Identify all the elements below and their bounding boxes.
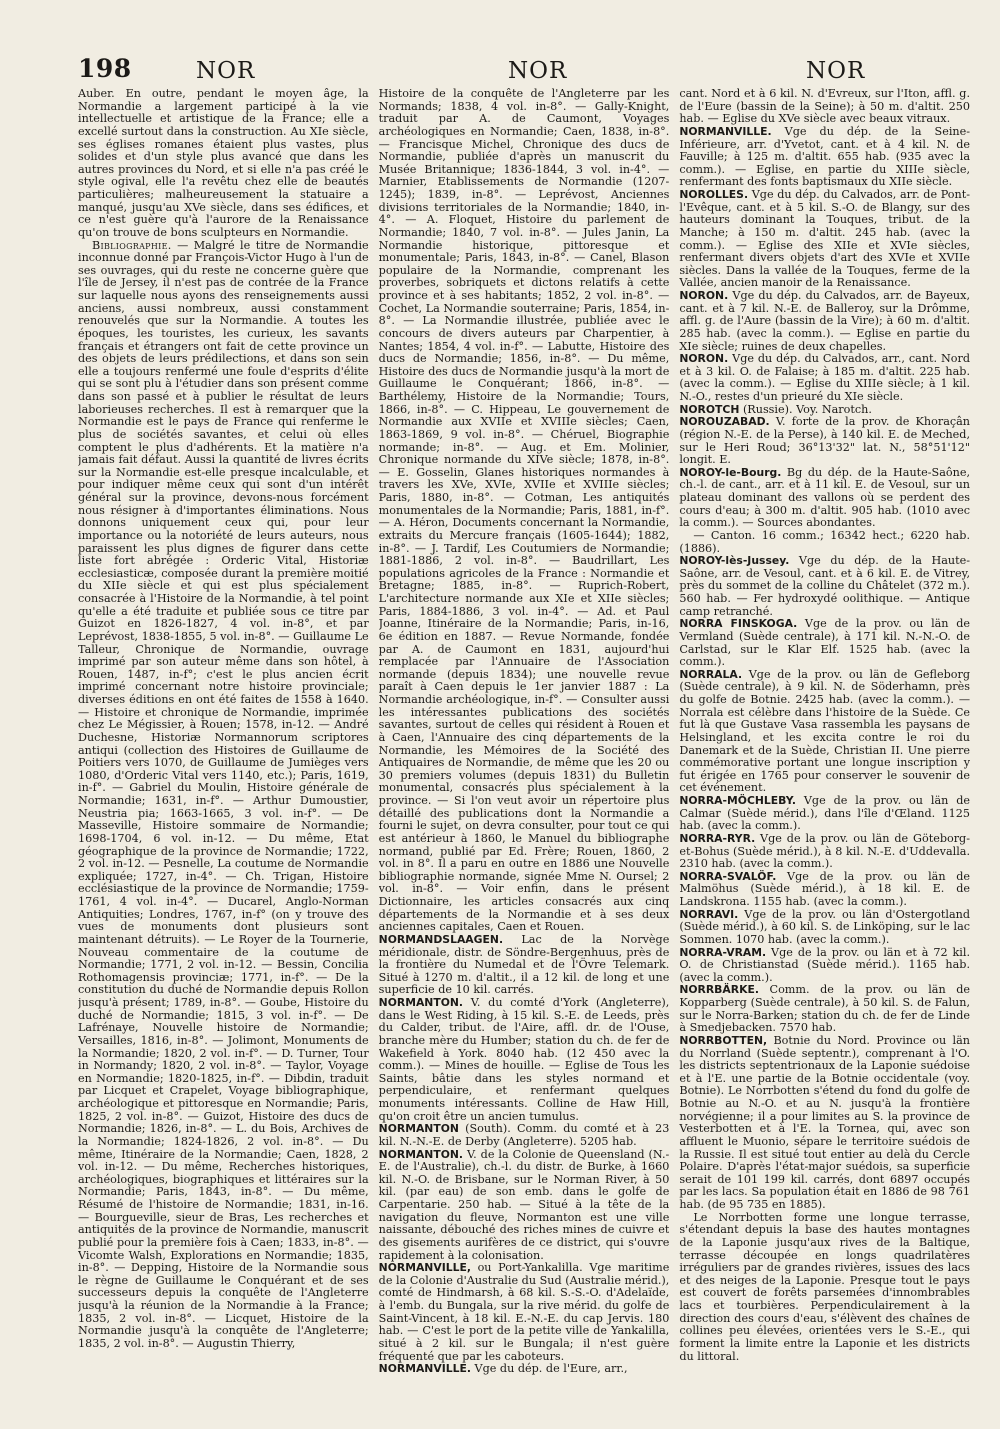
bibliographie-label: Bibliographie. (92, 238, 172, 252)
entry-text: Vge de la prov. ou län de Malmöhus (Suède mérid.), à 18 kil. E. de Landskrona. 1155 hab. (avec la comm.). (679, 869, 971, 908)
entry-text: V. du comté d'York (Angleterre), dans le West Riding, à 15 kil. S.-E. de Leeds, près du Calder, tribut. de l'Aire, affl. dr. de l'Ouse, branche mère du Humber; station du ch. de fer de Wakefield à York. 8040 hab. (12 450 avec la comm.). — Mines de houille. — Eglise de Tous les Saints, bâtie dans les styles normand et perpendiculaire, et renfermant quelques monuments intéressants. Colline de Haw Hill, qu'on croit être un ancien tumulus. (378, 996, 670, 1123)
entry-text: Vge de la prov. ou län d'Ostergotland (Suède mérid.), à 60 kil. S. de Linköping, sur le lac Sommen. 1070 hab. (avec la comm.). (679, 907, 971, 946)
entry-text: Vge de la prov. ou län de Vermland (Suède centrale), à 171 kil. N.-N.-O. de Carlstad, sur le Klar Elf. 1525 hab. (avec la comm.). (679, 617, 971, 669)
headword: NORRA FINSKOGA. (679, 617, 798, 631)
entry-text: V. forte de la prov. de Khoraçân (région N.-E. de la Perse), à 140 kil. E. de Meched, sur le Heri Roud; 36°13'32" lat. N., 58°51'12" longit. E. (679, 415, 971, 467)
entry-noroy-le-bourg (679, 467, 970, 530)
entry-norra-ryr (679, 833, 970, 871)
entry-norra-finskoga (679, 618, 970, 669)
headword: NOROLLES. (679, 188, 749, 201)
entry-norravi (679, 909, 970, 947)
headword: NORRA-SVALÖF. (679, 869, 777, 883)
entry-text: Vge du dép. du Calvados, arr. de Bayeux, cant. et à 7 kil. N.-E. de Balleroy, sur la Drômme, affl. g. de l'Aure (bassin de la Vire); à 60 m. d'altit. 285 hab. (avec la comm.). — Eglise en partie du XIe siècle; ruines de deux chapelles. (679, 289, 971, 353)
running-head-left: NOR (196, 58, 256, 84)
paragraph-bibliographie (78, 240, 369, 1351)
headword: NORRBÄRKE. (679, 983, 759, 997)
entry-text: Vge de la prov. ou län de Göteborg-et-Bohus (Suède mérid.), à 8 kil. N.-E. d'Uddevalla. 2310 hab. (avec la comm.). (679, 831, 971, 871)
headword: NORON. (679, 289, 729, 302)
entry-text: V. de la Colonie de Queensland (N.-E. de l'Australie), ch.-l. du distr. de Burke, à 1660 kil. N.-O. de Brisbane, sur le Norman River, à 50 kil. (par eau) de son emb. dans le golfe de Carpentarie. 250 hab. — Situé à la tête de la navigation du fleuve, Normanton est une ville naissante, débouché des riches mines de cuivre et des gisements aurifères de ce district, qui s'ouvre rapidement à la colonisation. (378, 1147, 670, 1262)
entry-noroy-canton: — Canton. 16 comm.; 16342 hect.; 6220 hab. (1886). (679, 528, 971, 555)
entry-norrbotten (679, 1035, 970, 1212)
headword: NORON. (679, 352, 729, 366)
entry-text: Vge de la prov. ou län et à 72 kil. O. de Christianstad (Suède mérid.). 1165 hab. (avec la comm.). (679, 945, 971, 984)
entry-normanton-south (379, 1123, 670, 1148)
headword: NORRA-MÖCHLEBY. (679, 794, 796, 807)
entry-text: Bg du dép. de la Haute-Saône, ch.-l. de cant., arr. et à 11 kil. E. de Vesoul, sur un plateau dominant des vallons où se perdent des cours d'eau; à 300 m. d'altit. 905 hab. (1010 avec la comm.). — Sources abondantes. (679, 465, 971, 530)
running-head-center: NOR (508, 58, 568, 84)
entry-norolles (679, 189, 970, 290)
headword: NORRA-VRAM. (679, 945, 767, 959)
paragraph-bibliographie-cont: Histoire de la conquête de l'Angleterre par les Normands; 1838, 4 vol. in-8°. — Gally-Knight, traduit par A. de Caumont, Voyages archéologiques en Normandie; Caen, 1838, in-8°. — Francisque Michel, Chronique des ducs de Normandie, publiée d'après un manuscrit du Musée Britannique; 1836-1844, 3 vol. in-4°. — Marnier, Etablissements de Normandie (1207-1245); 1839, in-8°. — Leprévost, Anciennes divisions territoriales de la Normandie; 1840, in-4°. — A. Floquet, Histoire du parlement de Normandie; 1840, 7 vol. in-8°. — Jules Janin, La Normandie historique, pittoresque et monumentale; Paris, 1843, in-8°. — Canel, Blason populaire de la Normandie, comprenant les proverbes, sobriquets et dictons relatifs à cette province et à ses habitants; 1852, 2 vol. in-8°. — Cochet, La Normandie souterraine; Paris, 1854, in-8°. — La Normandie illustrée, publiée avec le concours de divers auteurs par Charpentier, à Nantes; 1854, 4 vol. in-f°. — Labutte, Histoire des ducs de Normandie; 1856, in-8°. — Du même, Histoire des ducs de Normandie jusqu'à la mort de Guillaume le Conquérant; 1866, in-8°. — Barthélemy, Histoire de la Normandie; Tours, 1866, in-8°. — C. Hippeau, Le gouvernement de Normandie aux XVIIe et XVIIIe siècles; Caen, 1863-1869, 9 vol. in-8°. — Chéruel, Biographie normande; in-8°. — Aug. et Em. Molinier, Chronique normande du XIVe siècle; 1878, in-8°. — E. Gosselin, Glanes historiques normandes à travers les XVe, XVIe, XVIIe et XVIIIe siècles; Paris, 1880, in-8°. — Cotman, Les antiquités monumentales de la Normandie; Paris, 1881, in-f°. — A. Héron, Documents concernant la Normandie, extraits du Mercure français (1605-1644); 1882, in-8°. — J. Tardif, Les Coutumiers de Normandie; 1881-1886, 2 vol. in-8°. — Baudrillart, Les populations agricoles de la France : Normandie et Bretagne; 1885, in-8°. — Ruprich-Robert, L'architecture normande aux XIe et XIIe siècles; Paris, 1884-1886, 3 vol. in-4°. — Ad. et Paul Joanne, Itinéraire de la Normandie; Paris, in-16, 6e édition en 1887. — Revue Normande, fondée par A. de Caumont en 1831, aujourd'hui remplacée par l'Annuaire de l'Association normande (depuis 1834); une nouvelle revue paraît à Caen depuis le 1er janvier 1887 : La Normandie archéologique, in-f°. — Consulter aussi les intéressantes publications des sociétés savantes, surtout de celles qui résident à Rouen et à Caen, l'Annuaire des cinq départements de la Normandie, les Mémoires de la Société des Antiquaires de Normandie, de même que les 20 ou 30 premiers volumes (depuis 1831) du Bulletin monumental, consacrés plus spécialement à la province. — Si l'on veut avoir un répertoire plus détaillé des publications dont la Normandie a fourni le sujet, on devra consulter, pour tout ce qui est antérieur à 1860, le Manuel du bibliographe normand, publié par Ed. Frère; Rouen, 1860, 2 vol. in 8°. Il a paru en outre en 1886 une Nouvelle bibliographie normande, signée Mme N. Oursel; 2 vol. in-8°. — Voir enfin, dans le présent Dictionnaire, les articles consacrés aux cinq départements de la Normandie et à ses deux anciennes capitales, Caen et Rouen. (378, 88, 670, 934)
entry-normanville-seine (679, 126, 970, 189)
entry-norrbarke (679, 984, 970, 1035)
headword: NORMANTON. (378, 996, 464, 1009)
entry-norra-vram (679, 947, 970, 985)
headword: NOROTCH (679, 402, 740, 416)
headword: NOROUZABAD. (679, 415, 770, 429)
entry-normanville-australia (379, 1262, 670, 1363)
entry-norra-mochleby (679, 795, 970, 833)
paragraph-norrbotten-terrain: Le Norrbotten forme une longue terrasse, s'étendant depuis la base des hautes montagnes de la Laponie jusqu'aux rives de la Baltique, terrasse découpée en longs quadrilatères irréguliers par de grandes rivières, issues des lacs et des neiges de la Laponie. Presque tout le pays est couvert de forêts parsemées d'innombrables lacs et tourbières. Perpendiculairement à la direction des cours d'eau, s'élèvent des chaînes de collines peu élevées, orientées vers le S.-E., qui forment la limite entre la Laponie et les districts du littoral. (679, 1210, 971, 1363)
entry-normanton-york (379, 997, 670, 1123)
entry-normandslaagen (379, 934, 670, 997)
text-columns (78, 88, 970, 1407)
entry-normanville-eure-cont: cant. Nord et à 6 kil. N. d'Evreux, sur l'Iton, affl. g. de l'Eure (bassin de la Seine); à 50 m. d'altit. 250 hab. — Eglise du XVe siècle avec beaux vitraux. (679, 88, 971, 126)
entry-normanton-queensland (379, 1149, 670, 1263)
entry-text: (Russie). Voy. Narotch. (739, 402, 872, 416)
entry-norrala (679, 669, 970, 795)
column-2 (379, 88, 670, 1407)
entry-text: Lac de la Norvège méridionale, distr. de Söndre-Bergenhuus, près de la frontière du Numedal et de l'Övre Telemark. Situé à 1270 m. d'altit., il a 12 kil. de long et une superficie de 10 kil. carrés. (378, 932, 670, 997)
headword: NORMANDSLAAGEN. (378, 932, 504, 946)
entry-norouzabad (679, 416, 970, 467)
entry-text: ou Port-Yankalilla. Vge maritime de la Colonie d'Australie du Sud (Australie mérid.), comté de Hindmarsh, à 68 kil. S.-S.-O. d'Adelaïde, à l'emb. du Bungala, sur la rive mérid. du golfe de Saint-Vincent, à 18 kil. E.-N.-E. du cap Jervis. 180 hab. — C'est le port de la petite ville de Yankalilla, situé à 2 kil. sur le Bungala; il n'est guère fréquenté que par les caboteurs. (378, 1261, 670, 1363)
entry-text: Vge du dép. de la Haute-Saône, arr. de Vesoul, cant. et à 6 kil. E. de Vitrey, près du sommet de la colline du Châtelet (372 m.). 560 hab. — Fer hydroxydé oolithique. — Antique camp retranché. (679, 554, 971, 618)
entry-noron-bayeux (679, 290, 970, 353)
entry-text: (South). Comm. du comté et à 23 kil. N.-N.-E. de Derby (Angleterre). 5205 hab. (378, 1122, 670, 1148)
entry-normanville-eure (379, 1363, 670, 1376)
headword: NORMANVILLE, (378, 1261, 471, 1275)
headword: NORRAVI. (679, 907, 739, 921)
entry-text: Vge du dép. de l'Eure, arr., (470, 1362, 628, 1376)
entry-noron-falaise (679, 353, 970, 404)
page-number: 198 (78, 54, 132, 83)
entry-text: Comm. de la prov. ou län de Kopparberg (Suède centrale), à 50 kil. S. de Falun, sur le Norra-Barken; station du ch. de fer de Linde à Smedjebacken. 7570 hab. (679, 983, 971, 1035)
column-3 (679, 88, 970, 1407)
headword: NOROY-lès-Jussey. (679, 554, 790, 568)
headword: NORMANVILLE. (679, 124, 772, 138)
entry-text: Vge du dép. du Calvados, arr. de Pont-l'Evêque, cant. et à 5 kil. S.-O. de Blangy, sur des hauteurs dominant la Touques, tribut. de la Manche; à 150 m. d'altit. 245 hab. (avec la comm.). — Eglise des XIIe et XVIe siècles, renfermant divers objets d'art des XVIe et XVIIe siècles. Dans la vallée de la Touques, ferme de la Vallée, ancien manoir de la Renaissance. (679, 188, 971, 290)
headword: NORRALA. (679, 667, 743, 681)
headword: NORRA-RYR. (679, 831, 756, 845)
column-1 (78, 88, 369, 1407)
paragraph-normandie-arts: Auber. En outre, pendant le moyen âge, la Normandie a largement participé à la vie intellectuelle et artistique de la France; elle a excellé surtout dans la construction. Au XIe siècle, ses églises romanes étaient plus vastes, plus solides et d'un style plus avancé que dans les autres provinces du Nord, et si elle n'a pas créé le style ogival, elle l'a revêtu chez elle de beautés particulières; malheureusement la statuaire a manqué, jusqu'au XVe siècle, dans ses édifices, et ce n'est guère qu'à l'aurore de la Renaissance qu'on trouve de bons sculpteurs en Normandie. (78, 88, 369, 239)
bibliographie-text: — Malgré le titre de Normandie inconnue donné par François-Victor Hugo à l'un de ses ouvrages, qui du reste ne concerne guère que l'île de Jersey, il n'est pas de contrée de la France sur laquelle nous ayons des renseignements aussi anciens, aussi nombreux, aussi constamment renouvelés que sur la Normandie. A toutes les époques, les touristes, les curieux, les savants français et étrangers ont fait de cette province un des objets de leurs prédilections, et dans son sein elle a toujours renfermé une foule d'esprits d'élite qui se sont plu à l'étudier dans son présent comme dans son passé et à publier le résultat de leurs laborieuses recherches. Il est à remarquer que la Normandie est le pays de France qui renferme le plus de sociétés savantes, et celui où elles comptent le plus d'adhérents. Et la matière n'a jamais fait défaut. Aussi la quantité de livres écrits sur la Normandie est-elle presque incalculable, et pour indiquer même ceux qui sont d'un intérêt général sur la province, devons-nous forcément nous résigner à d'importantes éliminations. Nous donnons uniquement ceux qui, pour leur importance ou la notoriété de leurs auteurs, nous paraissent les plus dignes de figurer dans cette liste fort abrégée : Orderic Vital, Historiæ ecclesiasticæ, composée durant la première moitié du XIIe siècle et qui est plus spécialement consacrée à l'Histoire de la Normandie, à tel point qu'elle a été traduite et publiée sous ce titre par Guizot en 1826-1827, 4 vol. in-8°, et par Leprévost, 1838-1855, 5 vol. in-8°. — Guillaume Le Talleur, Chronique de Normandie, ouvrage imprimé par son auteur même dans son hôtel, à Rouen, 1487, in-f°; c'est le plus ancien écrit imprimé concernant notre histoire provinciale; diverses éditions en ont été faites de 1558 à 1640. — Histoire et chronique de Normandie, imprimée chez Le Mégissier, à Rouen; 1578, in-12. — André Duchesne, Historiæ Normannorum scriptores antiqui (collection des Histoires de Guillaume de Poitiers vers 1070, de Guillaume de Jumièges vers 1080, d'Orderic Vital vers 1140, etc.); Paris, 1619, in-f°. — Gabriel du Moulin, Histoire générale de Normandie; 1631, in-f°. — Arthur Dumoustier, Neustria pia; 1663-1665, 3 vol. in-f°. — De Masseville, Histoire sommaire de Normandie; 1698-1704, 6 vol. in-12. — Du même, Etat géographique de la province de Normandie; 1722, 2 vol. in-12. — Pesnelle, La coutume de Normandie expliquée; 1727, in-4°. — Ch. Trigan, Histoire ecclésiastique de la province de Normandie; 1759-1761, 4 vol. in-4°. — Ducarel, Anglo-Norman Antiquities; Londres, 1767, in-f° (on y trouve des vues de monuments dont plusieurs sont maintenant détruits). — Le Royer de la Tournerie, Nouveau commentaire de la coutume de Normandie; 1771, 2 vol. in-12. — Bessin, Concilia Rothomagensis provinciæ; 1771, in-f°. — De la constitution du duché de Normandie depuis Rollon jusqu'à présent; 1789, in-8°. — Goube, Histoire du duché de Normandie; 1815, 3 vol. in-f°. — De Lafrénaye, Nouvelle histoire de Normandie; Versailles, 1816, in-8°. — Jolimont, Monuments de la Normandie; 1820, 2 vol. in-f°. — D. Turner, Tour in Normandy; 1820, 2 vol. in-8°. — Taylor, Voyage en Normandie; 1820-1825, in-f°. — Dibdin, traduit par Licquet et Crapelet, Voyage bibliographique, archéologique et pittoresque en Normandie; Paris, 1825, 2 vol. in-8°. — Guizot, Histoire des ducs de Normandie; 1826, in-8°. — L. du Bois, Archives de la Normandie; 1824-1826, 2 vol. in-8°. — Du même, Itinéraire de la Normandie; Caen, 1828, 2 vol. in-12. — Du même, Recherches historiques, archéologiques, biographiques et littéraires sur la Normandie; Paris, 1843, in-8°. — Du même, Résumé de l'histoire de Normandie; 1831, in-16. — Bourgueville, sieur de Bras, Les recherches et antiquités de la province de Normandie, manuscrit publié pour la première fois à Caen; 1833, in-8°. — Vicomte Walsh, Explorations en Normandie; 1835, in-8°. — Depping, Histoire de la Normandie sous le règne de Guillaume le Conquérant et de ses successeurs depuis la conquête de l'Angleterre jusqu'à la réunion de la Normandie à la France; 1835, 2 vol. in-8°. — Licquet, Histoire de la Normandie jusqu'à la conquête de l'Angleterre; 1835, 2 vol. in-8°. — Augustin Thierry, (78, 238, 369, 1350)
headword: NORMANTON. (378, 1147, 464, 1161)
entry-norra-svalof (679, 871, 970, 909)
entry-noroy-les-jussey (679, 555, 970, 618)
headword: NORMANVILLE. (378, 1362, 471, 1376)
entry-text: Vge de la prov. ou län de Gefleborg (Suède centrale), à 9 kil. N. de Söderhamn, près du golfe de Botnie. 2425 hab. (avec la comm.). — Norrala est célèbre dans l'histoire de la Suède. Ce fut là que Gustave Vasa rassembla les paysans de Helsingland, et les excita contre le roi du Danemark et de la Suède, Christian II. Une pierre commémorative portant une longue inscription y fut érigée en 1765 pour conserver le souvenir de cet événement. (679, 667, 971, 795)
entry-text: Vge de la prov. ou län de Calmar (Suède mérid.), dans l'île d'Œland. 1125 hab. (avec la comm.). (679, 794, 971, 833)
headword: NORMANTON (378, 1122, 459, 1136)
running-head-right: NOR (806, 58, 866, 84)
headword: NOROY-le-Bourg. (679, 465, 782, 479)
entry-text: Botnie du Nord. Province ou län du Norrland (Suède septentr.), comprenant à l'O. les districts septentrionaux de la Laponie suédoise et à l'E. une partie de la Botnie occidentale (voy. Botnie). Le Norrbotten s'étend du fond du golfe de Botnie au N.-O. et au N. jusqu'à la frontière norvégienne; il a pour limites au S. la province de Vesterbotten et à l'E. la Tornea, qui, avec son affluent le Muonio, sépare le territoire suédois de la Russie. Il est situé tout entier au delà du Cercle Polaire. D'après l'état-major suédois, sa superficie serait de 101 199 kil. carrés, dont 6897 occupés par les lacs. Sa population était en 1886 de 98 761 hab. (de 95 735 en 1885). (679, 1033, 971, 1211)
page-header (0, 52, 1000, 88)
entry-text: Vge du dép. du Calvados, arr., cant. Nord et à 3 kil. O. de Falaise; à 185 m. d'altit. 225 hab. (avec la comm.). — Eglise du XIIIe siècle; à 1 kil. N.-O., restes d'un prieuré du XIe siècle. (679, 352, 971, 403)
entry-text: Vge du dép. de la Seine-Inférieure, arr. d'Yvetot, cant. et à 4 kil. N. de Fauville; à 125 m. d'altit. 655 hab. (935 avec la comm.). — Eglise, en partie du XIIIe siècle, renfermant des fonts baptismaux du XIIe siècle. (679, 124, 971, 189)
headword: NORRBOTTEN, (679, 1033, 768, 1047)
